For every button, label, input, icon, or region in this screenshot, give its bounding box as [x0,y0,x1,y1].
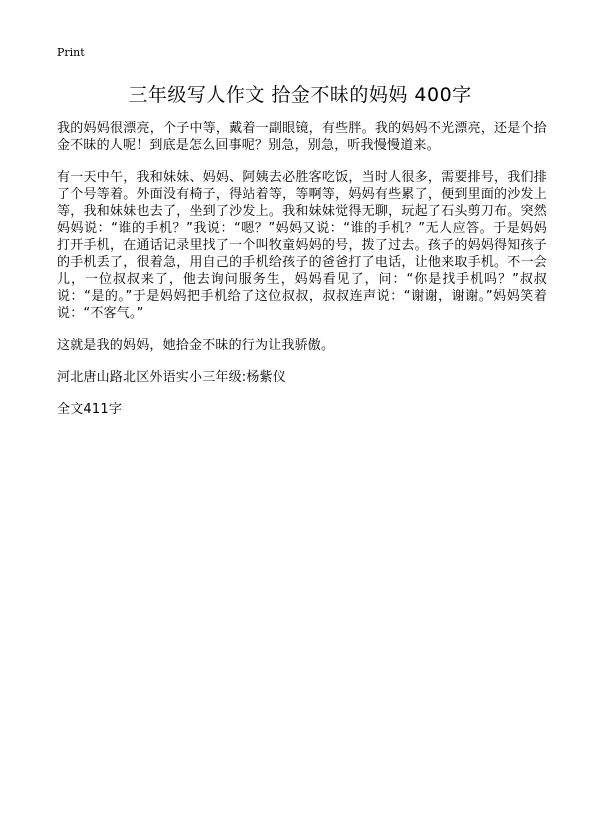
paragraph-intro: 我的妈妈很漂亮，个子中等，戴着一副眼镜，有些胖。我的妈妈不光漂亮，还是个拾金不昧的人呢！到底是怎么回事呢？别急，别急，听我慢慢道来。 [57,121,547,153]
word-count: 全文411字 [57,402,123,417]
article-title: 三年级写人作文 拾金不昧的妈妈 400字 [128,84,472,106]
paragraph-conclusion: 这就是我的妈妈，她拾金不昧的行为让我骄傲。 [57,338,335,353]
paragraph-story: 有一天中午，我和妹妹、妈妈、阿姨去必胜客吃饭，当时人很多，需要排号，我们排了个号等着。外面没有椅子，得站着等，等啊等，妈妈有些累了，便到里面的沙发上等，我和妹妹也去了，坐到了沙发上。我和妹妹觉得无聊，玩起了石头剪刀布。突然妈妈说：“谁的手机？”我说：“嗯？”妈妈又说：“谁的手机？”无人应答。于是妈妈打开手机，在通话记录里找了一个叫牧童妈妈的号，拨了过去。孩子的妈妈得知孩子的手机丢了，很着急，用自己的手机给孩子的爸爸打了电话，让他来取手机。不一会儿，一位叔叔来了，他去询问服务生，妈妈看见了，问：“你是找手机吗？”叔叔说：“是的。”于是妈妈把手机给了这位叔叔，叔叔连声说：“谢谢，谢谢。”妈妈笑着说：“不客气。” [57,170,547,321]
print-link[interactable]: Print [57,46,85,59]
article-body [57,120,547,433]
author-line: 河北唐山路北区外语实小三年级:杨紫仪 [57,370,286,385]
